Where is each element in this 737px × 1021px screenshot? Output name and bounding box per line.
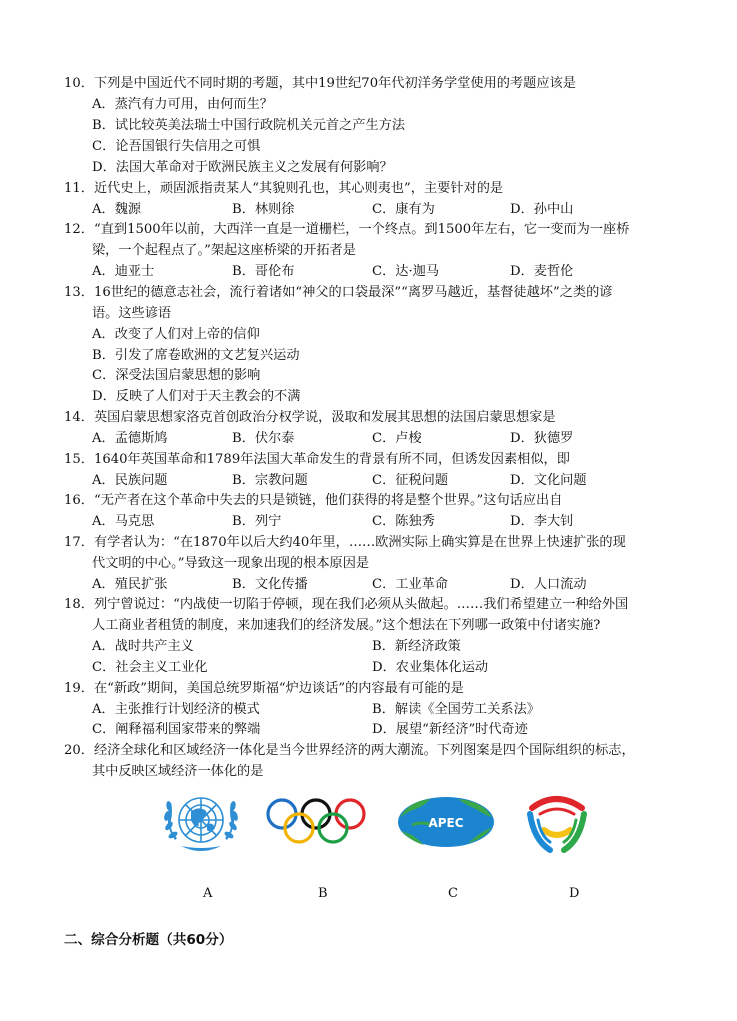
q10-option-c: C．论吾国银行失信用之可惧: [92, 139, 261, 154]
q18-stem-line1: 18．列宁曾说过：“内战使一切陷于停顿，现在我们必须从头做起。……我们希望建立一种给外国: [64, 597, 629, 612]
q13-option-b: B．引发了席卷欧洲的文艺复兴运动: [92, 348, 300, 363]
q15-option-a: A．民族问题: [92, 473, 168, 488]
q19-stem: 19．在“新政”期间，美国总统罗斯福“炉边谈话”的内容最有可能的是: [64, 681, 464, 696]
q16-option-c: C．陈独秀: [372, 514, 435, 529]
q12-stem-line2: 梁，一个起程点了。”架起这座桥梁的开拓者是: [92, 243, 356, 258]
apec-logo: [392, 795, 500, 849]
q12-stem-line1: 12．“直到1500年以前，大西洋一直是一道栅栏，一个终点。到1500年左右，它一变而为一座桥: [64, 222, 630, 237]
q18-option-d: D．农业集体化运动: [372, 660, 489, 675]
q11-option-c: C．康有为: [372, 202, 435, 217]
q10-option-a: A．蒸汽有力可用，由何而生？: [92, 97, 273, 112]
q16-stem: 16．“无产者在这个革命中失去的只是锁链，他们获得的将是整个世界。”这句话应出自: [64, 493, 563, 508]
q20-option-c-label: C: [448, 886, 458, 901]
q13-option-a: A．改变了人们对上帝的信仰: [92, 327, 260, 342]
q13-option-c: C．深受法国启蒙思想的影响: [92, 368, 261, 383]
q17-option-d: D．人口流动: [510, 577, 587, 592]
q14-stem: 14．英国启蒙思想家洛克首创政治分权学说，汲取和发展其思想的法国启蒙思想家是: [64, 410, 556, 425]
q11-option-d: D．孙中山: [510, 202, 574, 217]
section-heading: 二、综合分析题（共60分）: [64, 932, 233, 948]
q14-option-c: C．卢梭: [372, 431, 422, 446]
q20-option-b-label: B: [318, 886, 328, 901]
q18-option-c: C．社会主义工业化: [92, 660, 208, 675]
q20-stem-line1: 20．经济全球化和区域经济一体化是当今世界经济的两大潮流。下列图案是四个国际组织的标志，: [64, 743, 635, 758]
q16-option-a: A．马克思: [92, 514, 155, 529]
q11-option-b: B．林则徐: [232, 202, 295, 217]
q19-option-c: C．阐释福利国家带来的弊端: [92, 722, 261, 737]
q11-stem: 11．近代史上，顽固派指责某人“其貌则孔也，其心则夷也”，主要针对的是: [64, 181, 504, 196]
q17-option-b: B．文化传播: [232, 577, 308, 592]
q12-option-b: B．哥伦布: [232, 264, 295, 279]
q19-option-b: B．解读《全国劳工关系法》: [372, 702, 540, 717]
q17-stem-line2: 代文明的中心。”导致这一现象出现的根本原因是: [92, 556, 370, 571]
olympic-rings-logo: [262, 796, 370, 846]
q15-option-b: B．宗教问题: [232, 473, 308, 488]
q18-stem-line2: 人工商业者租赁的制度，来加速我们的经济发展。”这个想法在下列哪一政策中付诸实施?: [92, 618, 601, 633]
q16-option-b: B．列宁: [232, 514, 282, 529]
q12-option-a: A．迪亚士: [92, 264, 155, 279]
q17-option-c: C．工业革命: [372, 577, 449, 592]
q15-option-d: D．文化问题: [510, 473, 587, 488]
apec-logo-text: APEC: [428, 816, 464, 830]
q12-option-d: D．麦哲伦: [510, 264, 574, 279]
q10-option-d: D．法国大革命对于欧洲民族主义之发展有何影响？: [92, 160, 393, 175]
q17-stem-line1: 17．有学者认为：“在1870年以后大约40年里，……欧洲实际上确实算是在世界上快速扩张的现: [64, 535, 626, 550]
q12-option-c: C．达·迦马: [372, 264, 440, 279]
q20-option-d-label: D: [569, 886, 580, 901]
q15-option-c: C．征税问题: [372, 473, 449, 488]
q14-option-a: A．孟德斯鸠: [92, 431, 168, 446]
q13-stem-line2: 语。这些谚语: [92, 306, 172, 321]
un-emblem-logo: [155, 786, 247, 860]
q18-option-a: A．战时共产主义: [92, 639, 194, 654]
q14-option-b: B．伏尔泰: [232, 431, 295, 446]
q11-option-a: A．魏源: [92, 202, 142, 217]
q17-option-a: A．殖民扩张: [92, 577, 168, 592]
q13-option-d: D．反映了人们对于天主教会的不满: [92, 389, 301, 404]
q20-stem-line2: 其中反映区域经济一体化的是: [92, 764, 264, 779]
q14-option-d: D．狄德罗: [510, 431, 574, 446]
q19-option-d: D．展望“新经济”时代奇迹: [372, 722, 528, 737]
q16-option-d: D．李大钊: [510, 514, 574, 529]
q13-stem-line1: 13．16世纪的德意志社会，流行着诸如“神父的口袋最深”“离罗马越近，基督徒越坏”之类的谚: [64, 285, 613, 300]
q18-option-b: B．新经济政策: [372, 639, 461, 654]
q15-stem: 15．1640年英国革命和1789年法国大革命发生的背景有所不同，但诱发因素相似，即: [64, 452, 570, 467]
wto-logo: [524, 786, 590, 858]
q10-option-b: B．试比较英美法瑞士中国行政院机关元首之产生方法: [92, 118, 406, 133]
q20-option-a-label: A: [203, 886, 213, 901]
q19-option-a: A．主张推行计划经济的模式: [92, 702, 260, 717]
q10-stem: 10．下列是中国近代不同时期的考题，其中19世纪70年代初洋务学堂使用的考题应该是: [64, 76, 576, 91]
